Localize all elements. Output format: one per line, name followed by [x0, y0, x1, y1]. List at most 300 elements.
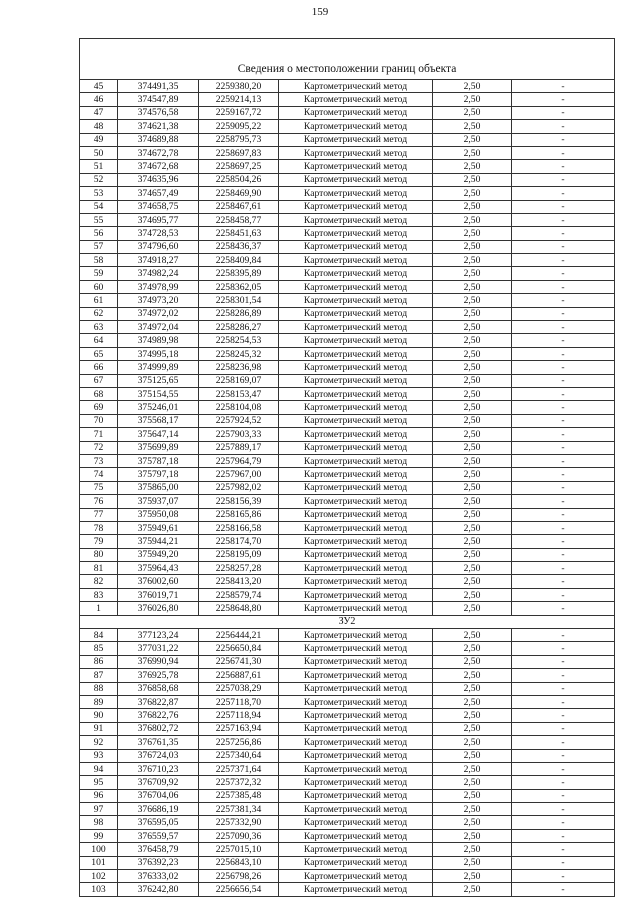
determination-method: Картометрический метод — [279, 200, 433, 213]
determination-method: Картометрический метод — [279, 120, 433, 133]
point-number: 79 — [80, 535, 118, 548]
description-cell: - — [512, 401, 615, 414]
determination-method: Картометрический метод — [279, 762, 433, 775]
point-number: 52 — [80, 173, 118, 186]
accuracy-value: 2,50 — [433, 294, 512, 307]
determination-method: Картометрический метод — [279, 401, 433, 414]
point-number: 88 — [80, 682, 118, 695]
accuracy-value: 2,50 — [433, 535, 512, 548]
table-row — [80, 736, 615, 749]
description-cell: - — [512, 562, 615, 575]
accuracy-value: 2,50 — [433, 669, 512, 682]
table-row — [80, 669, 615, 682]
determination-method: Картометрический метод — [279, 588, 433, 601]
determination-method: Картометрический метод — [279, 93, 433, 106]
accuracy-value: 2,50 — [433, 267, 512, 280]
x-coordinate: 375950,08 — [118, 508, 199, 521]
table-row — [80, 803, 615, 816]
accuracy-value: 2,50 — [433, 629, 512, 642]
description-cell: - — [512, 280, 615, 293]
y-coordinate: 2257256,86 — [199, 736, 279, 749]
point-number: 84 — [80, 629, 118, 642]
y-coordinate: 2256650,84 — [199, 642, 279, 655]
description-cell: - — [512, 843, 615, 856]
accuracy-value: 2,50 — [433, 521, 512, 534]
description-cell: - — [512, 709, 615, 722]
x-coordinate: 374689,88 — [118, 133, 199, 146]
description-cell: - — [512, 870, 615, 883]
x-coordinate: 374491,35 — [118, 80, 199, 93]
y-coordinate: 2258169,07 — [199, 374, 279, 387]
point-number: 91 — [80, 722, 118, 735]
y-coordinate: 2257964,79 — [199, 454, 279, 467]
description-cell: - — [512, 267, 615, 280]
description-cell: - — [512, 682, 615, 695]
table-row — [80, 321, 615, 334]
point-number: 51 — [80, 160, 118, 173]
point-number: 1 — [80, 602, 118, 615]
description-cell: - — [512, 227, 615, 240]
x-coordinate: 374918,27 — [118, 254, 199, 267]
point-number: 68 — [80, 387, 118, 400]
accuracy-value: 2,50 — [433, 414, 512, 427]
description-cell: - — [512, 200, 615, 213]
point-number: 95 — [80, 776, 118, 789]
description-cell: - — [512, 588, 615, 601]
determination-method: Картометрический метод — [279, 629, 433, 642]
determination-method: Картометрический метод — [279, 80, 433, 93]
determination-method: Картометрический метод — [279, 722, 433, 735]
point-number: 53 — [80, 187, 118, 200]
x-coordinate: 375949,20 — [118, 548, 199, 561]
x-coordinate: 374547,89 — [118, 93, 199, 106]
accuracy-value: 2,50 — [433, 508, 512, 521]
y-coordinate: 2258245,32 — [199, 347, 279, 360]
x-coordinate: 374672,68 — [118, 160, 199, 173]
y-coordinate: 2259380,20 — [199, 80, 279, 93]
y-coordinate: 2256843,10 — [199, 856, 279, 869]
table-row — [80, 843, 615, 856]
description-cell: - — [512, 829, 615, 842]
accuracy-value: 2,50 — [433, 80, 512, 93]
y-coordinate: 2256656,54 — [199, 883, 279, 896]
table-row — [80, 347, 615, 360]
table-row — [80, 133, 615, 146]
determination-method: Картометрический метод — [279, 414, 433, 427]
table-row — [80, 468, 615, 481]
section-header-row — [80, 615, 615, 628]
table-row — [80, 227, 615, 240]
table-row — [80, 789, 615, 802]
determination-method: Картометрический метод — [279, 294, 433, 307]
x-coordinate: 374672,78 — [118, 146, 199, 159]
description-cell: - — [512, 347, 615, 360]
point-number: 69 — [80, 401, 118, 414]
accuracy-value: 2,50 — [433, 709, 512, 722]
point-number: 89 — [80, 695, 118, 708]
table-row — [80, 776, 615, 789]
x-coordinate: 375949,61 — [118, 521, 199, 534]
description-cell: - — [512, 254, 615, 267]
point-number: 57 — [80, 240, 118, 253]
point-number: 70 — [80, 414, 118, 427]
table-row — [80, 387, 615, 400]
y-coordinate: 2256444,21 — [199, 629, 279, 642]
description-cell: - — [512, 80, 615, 93]
accuracy-value: 2,50 — [433, 387, 512, 400]
determination-method: Картометрический метод — [279, 227, 433, 240]
description-cell: - — [512, 856, 615, 869]
y-coordinate: 2257118,94 — [199, 709, 279, 722]
accuracy-value: 2,50 — [433, 856, 512, 869]
x-coordinate: 375246,01 — [118, 401, 199, 414]
accuracy-value: 2,50 — [433, 870, 512, 883]
x-coordinate: 374999,89 — [118, 361, 199, 374]
table-row — [80, 80, 615, 93]
accuracy-value: 2,50 — [433, 254, 512, 267]
determination-method: Картометрический метод — [279, 146, 433, 159]
table-row — [80, 160, 615, 173]
table-row — [80, 508, 615, 521]
x-coordinate: 377123,24 — [118, 629, 199, 642]
x-coordinate: 376925,78 — [118, 669, 199, 682]
table-row — [80, 588, 615, 601]
description-cell: - — [512, 535, 615, 548]
table-row — [80, 307, 615, 320]
x-coordinate: 374728,53 — [118, 227, 199, 240]
description-cell: - — [512, 883, 615, 896]
accuracy-value: 2,50 — [433, 321, 512, 334]
accuracy-value: 2,50 — [433, 762, 512, 775]
point-number: 54 — [80, 200, 118, 213]
accuracy-value: 2,50 — [433, 173, 512, 186]
x-coordinate: 374621,38 — [118, 120, 199, 133]
x-coordinate: 374635,96 — [118, 173, 199, 186]
determination-method: Картометрический метод — [279, 749, 433, 762]
determination-method: Картометрический метод — [279, 495, 433, 508]
point-number: 81 — [80, 562, 118, 575]
point-number: 50 — [80, 146, 118, 159]
point-number: 93 — [80, 749, 118, 762]
y-coordinate: 2258236,98 — [199, 361, 279, 374]
x-coordinate: 374982,24 — [118, 267, 199, 280]
point-number: 46 — [80, 93, 118, 106]
point-number: 72 — [80, 441, 118, 454]
determination-method: Картометрический метод — [279, 642, 433, 655]
point-number: 101 — [80, 856, 118, 869]
accuracy-value: 2,50 — [433, 200, 512, 213]
x-coordinate: 374989,98 — [118, 334, 199, 347]
determination-method: Картометрический метод — [279, 709, 433, 722]
determination-method: Картометрический метод — [279, 575, 433, 588]
table-row — [80, 749, 615, 762]
accuracy-value: 2,50 — [433, 562, 512, 575]
table-row — [80, 870, 615, 883]
determination-method: Картометрический метод — [279, 535, 433, 548]
x-coordinate: 376822,76 — [118, 709, 199, 722]
y-coordinate: 2258697,83 — [199, 146, 279, 159]
x-coordinate: 374973,20 — [118, 294, 199, 307]
description-cell: - — [512, 334, 615, 347]
table-row — [80, 374, 615, 387]
description-cell: - — [512, 133, 615, 146]
y-coordinate: 2258153,47 — [199, 387, 279, 400]
x-coordinate: 376709,92 — [118, 776, 199, 789]
determination-method: Картометрический метод — [279, 187, 433, 200]
y-coordinate: 2258254,53 — [199, 334, 279, 347]
table-row — [80, 682, 615, 695]
accuracy-value: 2,50 — [433, 401, 512, 414]
determination-method: Картометрический метод — [279, 843, 433, 856]
table-title: Сведения о местоположении границ объекта — [80, 39, 615, 80]
point-number: 49 — [80, 133, 118, 146]
x-coordinate: 376595,05 — [118, 816, 199, 829]
table-row — [80, 575, 615, 588]
y-coordinate: 2257889,17 — [199, 441, 279, 454]
x-coordinate: 375964,43 — [118, 562, 199, 575]
accuracy-value: 2,50 — [433, 160, 512, 173]
description-cell: - — [512, 240, 615, 253]
y-coordinate: 2256798,26 — [199, 870, 279, 883]
accuracy-value: 2,50 — [433, 588, 512, 601]
x-coordinate: 376242,80 — [118, 883, 199, 896]
table-row — [80, 535, 615, 548]
boundary-coordinates-table — [79, 38, 615, 897]
y-coordinate: 2258469,90 — [199, 187, 279, 200]
x-coordinate: 376822,87 — [118, 695, 199, 708]
description-cell: - — [512, 495, 615, 508]
x-coordinate: 376686,19 — [118, 803, 199, 816]
y-coordinate: 2258451,63 — [199, 227, 279, 240]
y-coordinate: 2258195,09 — [199, 548, 279, 561]
table-row — [80, 856, 615, 869]
description-cell: - — [512, 213, 615, 226]
table-row — [80, 562, 615, 575]
description-cell: - — [512, 695, 615, 708]
table-row — [80, 829, 615, 842]
y-coordinate: 2258174,70 — [199, 535, 279, 548]
table-row — [80, 187, 615, 200]
description-cell: - — [512, 160, 615, 173]
description-cell: - — [512, 428, 615, 441]
x-coordinate: 376392,23 — [118, 856, 199, 869]
determination-method: Картометрический метод — [279, 106, 433, 119]
determination-method: Картометрический метод — [279, 133, 433, 146]
accuracy-value: 2,50 — [433, 133, 512, 146]
determination-method: Картометрический метод — [279, 870, 433, 883]
table-row — [80, 481, 615, 494]
table-row — [80, 441, 615, 454]
description-cell: - — [512, 655, 615, 668]
table-row — [80, 655, 615, 668]
determination-method: Картометрический метод — [279, 387, 433, 400]
x-coordinate: 374695,77 — [118, 213, 199, 226]
y-coordinate: 2257163,94 — [199, 722, 279, 735]
accuracy-value: 2,50 — [433, 481, 512, 494]
description-cell: - — [512, 120, 615, 133]
determination-method: Картометрический метод — [279, 347, 433, 360]
point-number: 82 — [80, 575, 118, 588]
point-number: 83 — [80, 588, 118, 601]
point-number: 64 — [80, 334, 118, 347]
point-number: 71 — [80, 428, 118, 441]
table-row — [80, 629, 615, 642]
table-title-row — [80, 39, 615, 80]
page-number: 159 — [311, 6, 329, 18]
accuracy-value: 2,50 — [433, 374, 512, 387]
table-row — [80, 280, 615, 293]
table-row — [80, 294, 615, 307]
table-row — [80, 695, 615, 708]
x-coordinate: 374796,60 — [118, 240, 199, 253]
determination-method: Картометрический метод — [279, 454, 433, 467]
section-label: ЗУ2 — [80, 615, 615, 628]
y-coordinate: 2257982,02 — [199, 481, 279, 494]
point-number: 99 — [80, 829, 118, 842]
table-row — [80, 200, 615, 213]
table-row — [80, 361, 615, 374]
point-number: 90 — [80, 709, 118, 722]
y-coordinate: 2257381,34 — [199, 803, 279, 816]
table-row — [80, 883, 615, 896]
accuracy-value: 2,50 — [433, 883, 512, 896]
determination-method: Картометрический метод — [279, 508, 433, 521]
x-coordinate: 377031,22 — [118, 642, 199, 655]
point-number: 78 — [80, 521, 118, 534]
point-number: 76 — [80, 495, 118, 508]
table-row — [80, 602, 615, 615]
y-coordinate: 2257332,90 — [199, 816, 279, 829]
accuracy-value: 2,50 — [433, 575, 512, 588]
determination-method: Картометрический метод — [279, 829, 433, 842]
point-number: 85 — [80, 642, 118, 655]
determination-method: Картометрический метод — [279, 374, 433, 387]
y-coordinate: 2257038,29 — [199, 682, 279, 695]
y-coordinate: 2257015,10 — [199, 843, 279, 856]
table-row — [80, 762, 615, 775]
accuracy-value: 2,50 — [433, 441, 512, 454]
table-row — [80, 401, 615, 414]
table-row — [80, 521, 615, 534]
y-coordinate: 2258504,26 — [199, 173, 279, 186]
description-cell: - — [512, 173, 615, 186]
table-row — [80, 709, 615, 722]
determination-method: Картометрический метод — [279, 160, 433, 173]
point-number: 80 — [80, 548, 118, 561]
table-row — [80, 240, 615, 253]
description-cell: - — [512, 187, 615, 200]
x-coordinate: 374972,02 — [118, 307, 199, 320]
description-cell: - — [512, 321, 615, 334]
y-coordinate: 2258166,58 — [199, 521, 279, 534]
table-row — [80, 495, 615, 508]
accuracy-value: 2,50 — [433, 347, 512, 360]
point-number: 102 — [80, 870, 118, 883]
accuracy-value: 2,50 — [433, 682, 512, 695]
y-coordinate: 2258458,77 — [199, 213, 279, 226]
table-row — [80, 120, 615, 133]
point-number: 92 — [80, 736, 118, 749]
point-number: 87 — [80, 669, 118, 682]
point-number: 66 — [80, 361, 118, 374]
accuracy-value: 2,50 — [433, 146, 512, 159]
description-cell: - — [512, 722, 615, 735]
point-number: 48 — [80, 120, 118, 133]
y-coordinate: 2257371,64 — [199, 762, 279, 775]
x-coordinate: 374972,04 — [118, 321, 199, 334]
description-cell: - — [512, 776, 615, 789]
table-row — [80, 642, 615, 655]
determination-method: Картометрический метод — [279, 695, 433, 708]
y-coordinate: 2259167,72 — [199, 106, 279, 119]
y-coordinate: 2258436,37 — [199, 240, 279, 253]
accuracy-value: 2,50 — [433, 749, 512, 762]
y-coordinate: 2259095,22 — [199, 120, 279, 133]
accuracy-value: 2,50 — [433, 428, 512, 441]
accuracy-value: 2,50 — [433, 803, 512, 816]
table-row — [80, 146, 615, 159]
point-number: 61 — [80, 294, 118, 307]
determination-method: Картометрический метод — [279, 669, 433, 682]
y-coordinate: 2256741,30 — [199, 655, 279, 668]
point-number: 67 — [80, 374, 118, 387]
accuracy-value: 2,50 — [433, 227, 512, 240]
description-cell: - — [512, 508, 615, 521]
determination-method: Картометрический метод — [279, 240, 433, 253]
description-cell: - — [512, 93, 615, 106]
x-coordinate: 376724,03 — [118, 749, 199, 762]
accuracy-value: 2,50 — [433, 695, 512, 708]
accuracy-value: 2,50 — [433, 548, 512, 561]
determination-method: Картометрический метод — [279, 213, 433, 226]
x-coordinate: 376710,23 — [118, 762, 199, 775]
determination-method: Картометрический метод — [279, 816, 433, 829]
determination-method: Картометрический метод — [279, 803, 433, 816]
description-cell: - — [512, 602, 615, 615]
determination-method: Картометрический метод — [279, 468, 433, 481]
description-cell: - — [512, 575, 615, 588]
description-cell: - — [512, 361, 615, 374]
point-number: 94 — [80, 762, 118, 775]
accuracy-value: 2,50 — [433, 213, 512, 226]
y-coordinate: 2258362,05 — [199, 280, 279, 293]
accuracy-value: 2,50 — [433, 722, 512, 735]
point-number: 75 — [80, 481, 118, 494]
y-coordinate: 2258286,89 — [199, 307, 279, 320]
point-number: 74 — [80, 468, 118, 481]
description-cell: - — [512, 736, 615, 749]
determination-method: Картометрический метод — [279, 562, 433, 575]
determination-method: Картометрический метод — [279, 321, 433, 334]
accuracy-value: 2,50 — [433, 736, 512, 749]
point-number: 60 — [80, 280, 118, 293]
y-coordinate: 2257090,36 — [199, 829, 279, 842]
point-number: 97 — [80, 803, 118, 816]
x-coordinate: 376858,68 — [118, 682, 199, 695]
description-cell: - — [512, 106, 615, 119]
x-coordinate: 375797,18 — [118, 468, 199, 481]
accuracy-value: 2,50 — [433, 454, 512, 467]
accuracy-value: 2,50 — [433, 495, 512, 508]
point-number: 96 — [80, 789, 118, 802]
table-row — [80, 267, 615, 280]
description-cell: - — [512, 387, 615, 400]
description-cell: - — [512, 414, 615, 427]
accuracy-value: 2,50 — [433, 468, 512, 481]
description-cell: - — [512, 642, 615, 655]
y-coordinate: 2257118,70 — [199, 695, 279, 708]
x-coordinate: 374658,75 — [118, 200, 199, 213]
